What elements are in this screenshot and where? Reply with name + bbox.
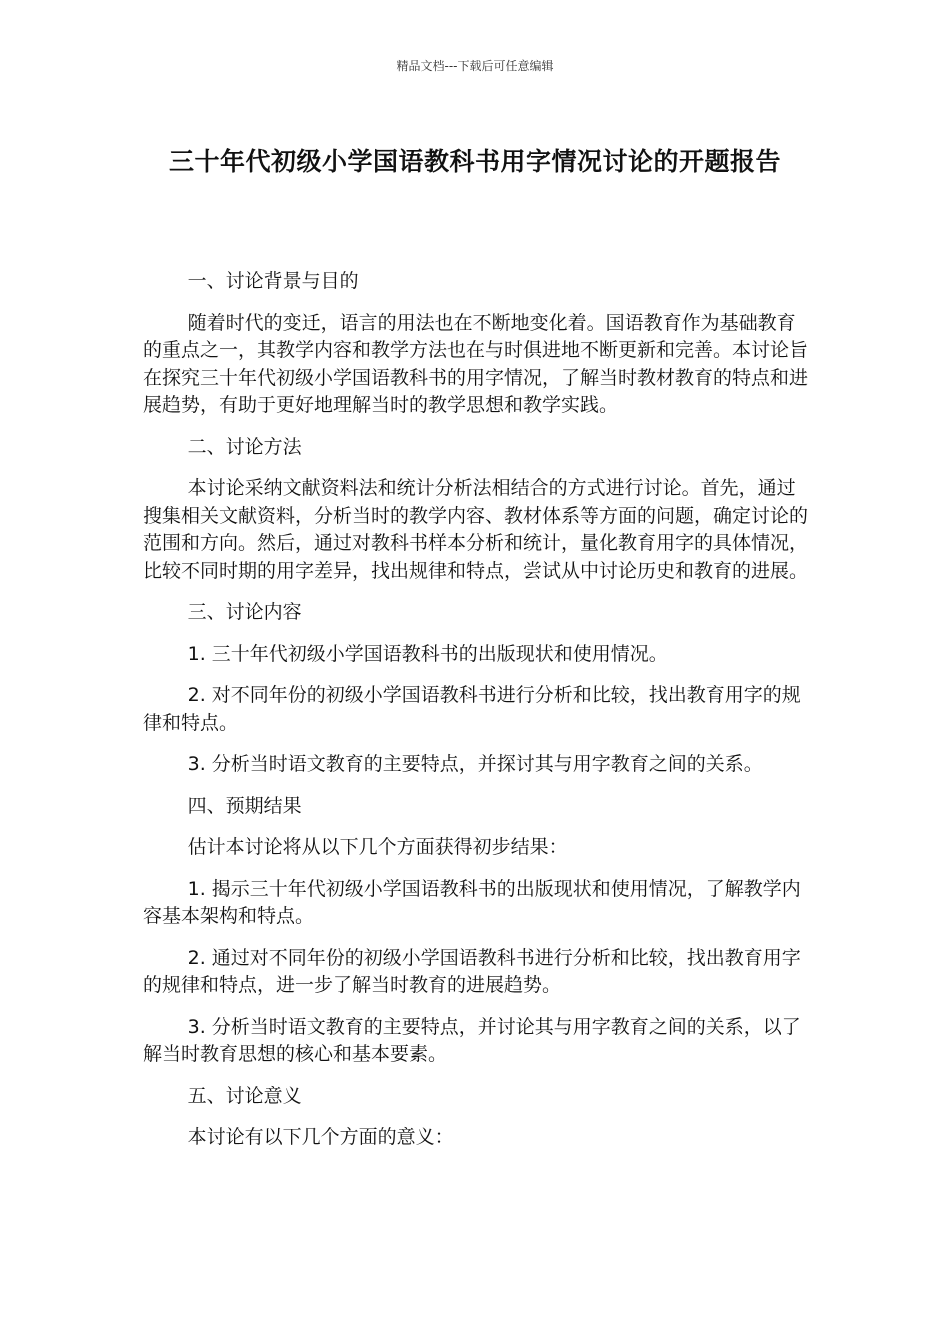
section-heading-expected-results: 四、预期结果 [187, 794, 302, 817]
list-item-result-2: 2. 通过对不同年份的初级小学国语教科书进行分析和比较，找出教育用字的规律和特点，进一步了解当时教育的进展趋势。 [143, 946, 801, 996]
section-heading-significance: 五、讨论意义 [187, 1084, 302, 1107]
document-title: 三十年代初级小学国语教科书用字情况讨论的开题报告 [168, 147, 781, 176]
list-item-content-2: 2. 对不同年份的初级小学国语教科书进行分析和比较，找出教育用字的规律和特点。 [143, 684, 801, 734]
list-item-result-3: 3. 分析当时语文教育的主要特点，并讨论其与用字教育之间的关系，以了解当时教育思想的核心和基本要素。 [143, 1015, 801, 1065]
document-body [143, 268, 813, 1166]
paragraph-method: 本讨论采纳文献资料法和统计分析法相结合的方式进行讨论。首先，通过搜集相关文献资料，分析当时的教学内容、教材体系等方面的问题，确定讨论的范围和方向。然后，通过对教科书样本分析和统计，量化教育用字的具体情况，比较不同时期的用字差异，找出规律和特点，尝试从中讨论历史和教育的进展。 [143, 477, 809, 582]
paragraph-expected-intro: 估计本讨论将从以下几个方面获得初步结果： [187, 836, 568, 858]
list-item-result-1: 1. 揭示三十年代初级小学国语教科书的出版现状和使用情况，了解教学内容基本架构和特点。 [143, 877, 801, 927]
section-heading-method: 二、讨论方法 [187, 435, 302, 458]
list-item-content-1: 1. 三十年代初级小学国语教科书的出版现状和使用情况。 [187, 642, 668, 665]
list-item-content-3: 3. 分析当时语文教育的主要特点，并探讨其与用字教育之间的关系。 [187, 753, 763, 775]
section-heading-content: 三、讨论内容 [187, 601, 302, 623]
paragraph-background: 随着时代的变迁，语言的用法也在不断地变化着。国语教育作为基础教育的重点之一，其教学内容和教学方法也在与时俱进地不断更新和完善。本讨论旨在探究三十年代初级小学国语教科书的用字情况，了解当时教材教育的特点和进展趋势，有助于更好地理解当时的教学思想和教学实践。 [143, 311, 809, 416]
section-heading-background: 一、讨论背景与目的 [187, 270, 359, 292]
paragraph-significance-intro: 本讨论有以下几个方面的意义： [187, 1126, 454, 1148]
page-header-note: 精品文档---下载后可任意编辑 [396, 59, 554, 73]
